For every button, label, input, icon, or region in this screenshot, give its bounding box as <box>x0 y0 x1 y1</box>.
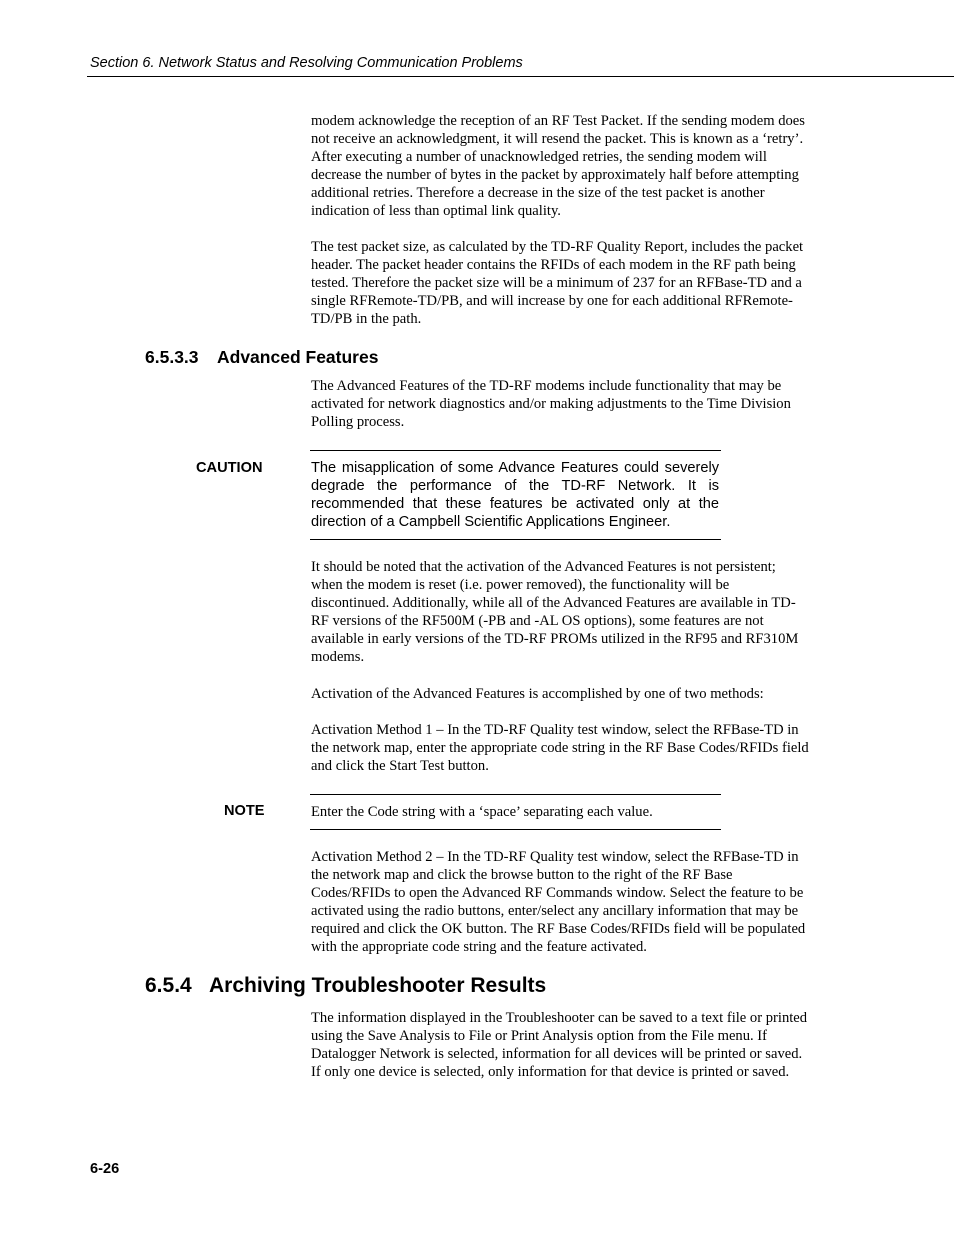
subsection-title: Advanced Features <box>217 347 379 367</box>
page-number: 6-26 <box>90 1161 120 1177</box>
running-header: Section 6. Network Status and Resolving Communication Problems <box>90 55 523 71</box>
note-text: Enter the Code string with a ‘space’ separating each value. <box>311 804 653 820</box>
paragraph-advanced-intro: The Advanced Features of the TD-RF modems include functionality that may be activated for network diagnostics and/or making adjustments to the Time Division Polling process. <box>311 378 791 430</box>
section-number: 6.5.4 <box>145 974 192 997</box>
caution-text: The misapplication of some Advance Features could severely degrade the performance of the TD-RF Network. It is recommended that these features be activated only at the direction of a Campbell Scientific Applications Engineer. <box>311 460 719 530</box>
note-label: NOTE <box>224 803 265 819</box>
note-bottom-rule <box>310 829 721 830</box>
note-top-rule <box>310 794 721 795</box>
caution-top-rule <box>310 450 721 451</box>
paragraph-method-2: Activation Method 2 – In the TD-RF Quality test window, select the RFBase-TD in the network map and click the browse button to the right of the RF Base Codes/RFIDs to open the Advanced RF Commands window. Select the feature to be activated using the radio buttons, enter/select any ancillary information that may be required and click the OK button. The RF Base Codes/RFIDs field will be populated with the appropriate code string and the feature activated. <box>311 849 806 955</box>
caution-bottom-rule <box>310 539 721 540</box>
paragraph-archiving: The information displayed in the Troubleshooter can be saved to a text file or printed using the Save Analysis to File or Print Analysis option from the File menu. If Datalogger Network is selected, information for all devices will be printed or saved. If only one device is selected, only information for that device is printed or saved. <box>311 1010 808 1080</box>
paragraph-activation: Activation of the Advanced Features is accomplished by one of two methods: <box>311 686 764 702</box>
caution-label: CAUTION <box>196 460 263 476</box>
header-rule <box>87 76 954 77</box>
paragraph-packet-size: The test packet size, as calculated by the TD-RF Quality Report, includes the packet header. The packet header contains the RFIDs of each modem in the RF path being tested. Therefore the packet size will be a minimum of 237 for an RFBase-TD and a single RFRemote-TD/PB, and will increase by one for each additional RFRemote-TD/PB in the path. <box>311 239 804 327</box>
section-heading-archiving <box>145 974 546 998</box>
subsection-number: 6.5.3.3 <box>145 347 199 367</box>
section-title: Archiving Troubleshooter Results <box>209 974 547 997</box>
paragraph-retry: modem acknowledge the reception of an RF Test Packet. If the sending modem does not receive an acknowledgment, it will resend the packet. This is known as a ‘retry’. After executing a number of unacknowledged retries, the sending modem will decrease the number of bytes in the packet by approximately half before attempting additional retries. Therefore a decrease in the size of the test packet is another indication of less than optimal link quality. <box>311 113 805 219</box>
subsection-heading-advanced-features <box>145 347 378 368</box>
paragraph-persistent: It should be noted that the activation of the Advanced Features is not persistent; when the modem is reset (i.e. power removed), the functionality will be discontinued. Additionally, while all of the Advanced Features are available in TD-RF versions of the RF500M (-PB and -AL OS options), some features are not available in early versions of the TD-RF PROMs utilized in the RF95 and RF310M modems. <box>311 559 799 665</box>
paragraph-method-1: Activation Method 1 – In the TD-RF Quality test window, select the RFBase-TD in the network map, enter the appropriate code string in the RF Base Codes/RFIDs field and click the Start Test button. <box>311 722 809 774</box>
